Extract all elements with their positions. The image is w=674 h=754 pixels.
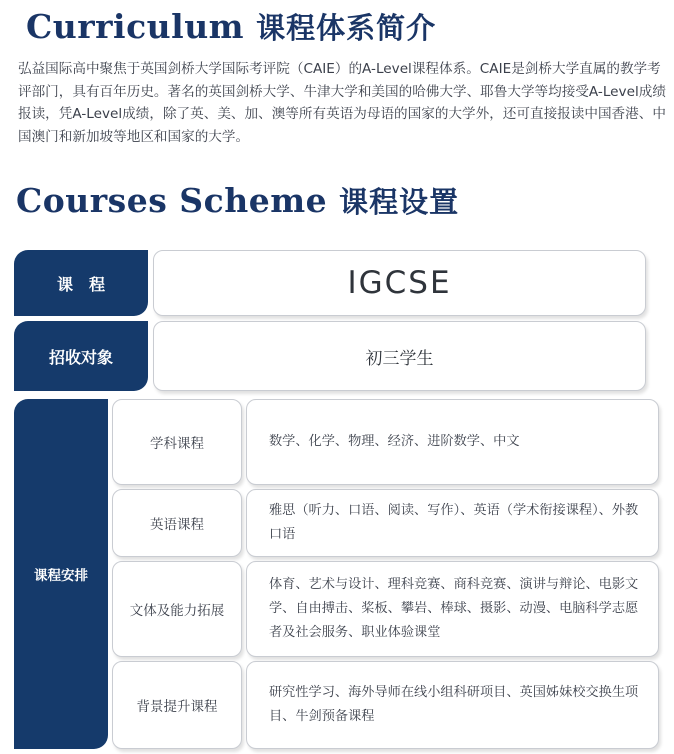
enroll-label: 招收对象 <box>48 347 113 367</box>
activities-content-cell <box>246 561 659 657</box>
row-content: 数学、化学、物理、经济、进阶数学、中文 <box>269 434 520 449</box>
row-content: 体育、艺术与设计、理科竞赛、商科竞赛、演讲与辩论、电影文学、自由搏击、桨板、攀岩、棒球、摄影、动漫、电脑科学志愿者及社会服务、职业体验课堂 <box>269 577 639 640</box>
row-label: 文体及能力拓展 <box>129 603 225 619</box>
english-content-cell <box>246 489 659 557</box>
courses-scheme-heading <box>16 180 459 221</box>
row-label: 学科课程 <box>150 436 204 452</box>
enroll-value-cell <box>153 321 646 391</box>
enrichment-label-cell <box>112 661 242 749</box>
course-label: 课 程 <box>56 274 105 294</box>
subject-content-cell <box>246 399 659 485</box>
activities-label-cell <box>112 561 242 657</box>
row-label: 背景提升课程 <box>136 699 218 715</box>
course-value: IGCSE <box>347 265 452 301</box>
enrichment-content-cell <box>246 661 659 749</box>
curriculum-heading <box>26 6 436 47</box>
courses-scheme-heading-cn: 课程设置 <box>339 185 460 219</box>
enroll-label-cell <box>14 321 148 391</box>
arrangement-label: 课程安排 <box>34 568 88 584</box>
curriculum-heading-cn: 课程体系简介 <box>256 11 437 45</box>
curriculum-heading-en: Curriculum <box>26 7 245 46</box>
english-label-cell <box>112 489 242 557</box>
row-label: 英语课程 <box>150 517 204 533</box>
row-content: 雅思（听力、口语、阅读、写作）、英语（学术衔接课程）、外教口语 <box>269 503 639 542</box>
subject-label-cell <box>112 399 242 485</box>
arrangement-label-cell <box>14 399 108 749</box>
row-content: 研究性学习、海外导师在线小组科研项目、英国姊妹校交换生项目、牛剑预备课程 <box>269 685 639 724</box>
curriculum-intro: 弘益国际高中聚焦于英国剑桥大学国际考评院（CAIE）的A-Level课程体系。CAIE是剑桥大学直属的教学考评部门，具有百年历史。著名的英国剑桥大学、牛津大学和美国的哈佛大学、耶鲁大学等均接受A-Level成绩报读，凭A-Level成绩，除了英、美、加、澳等所有英语为母语的国家的大学外，还可直接报读中国香港、中国澳门和新加坡等地区和国家的大学。 <box>18 61 666 145</box>
enroll-value: 初三学生 <box>365 348 434 369</box>
courses-scheme-heading-en: Courses Scheme <box>16 181 328 220</box>
course-value-cell <box>153 250 646 316</box>
course-label-cell <box>14 250 148 316</box>
